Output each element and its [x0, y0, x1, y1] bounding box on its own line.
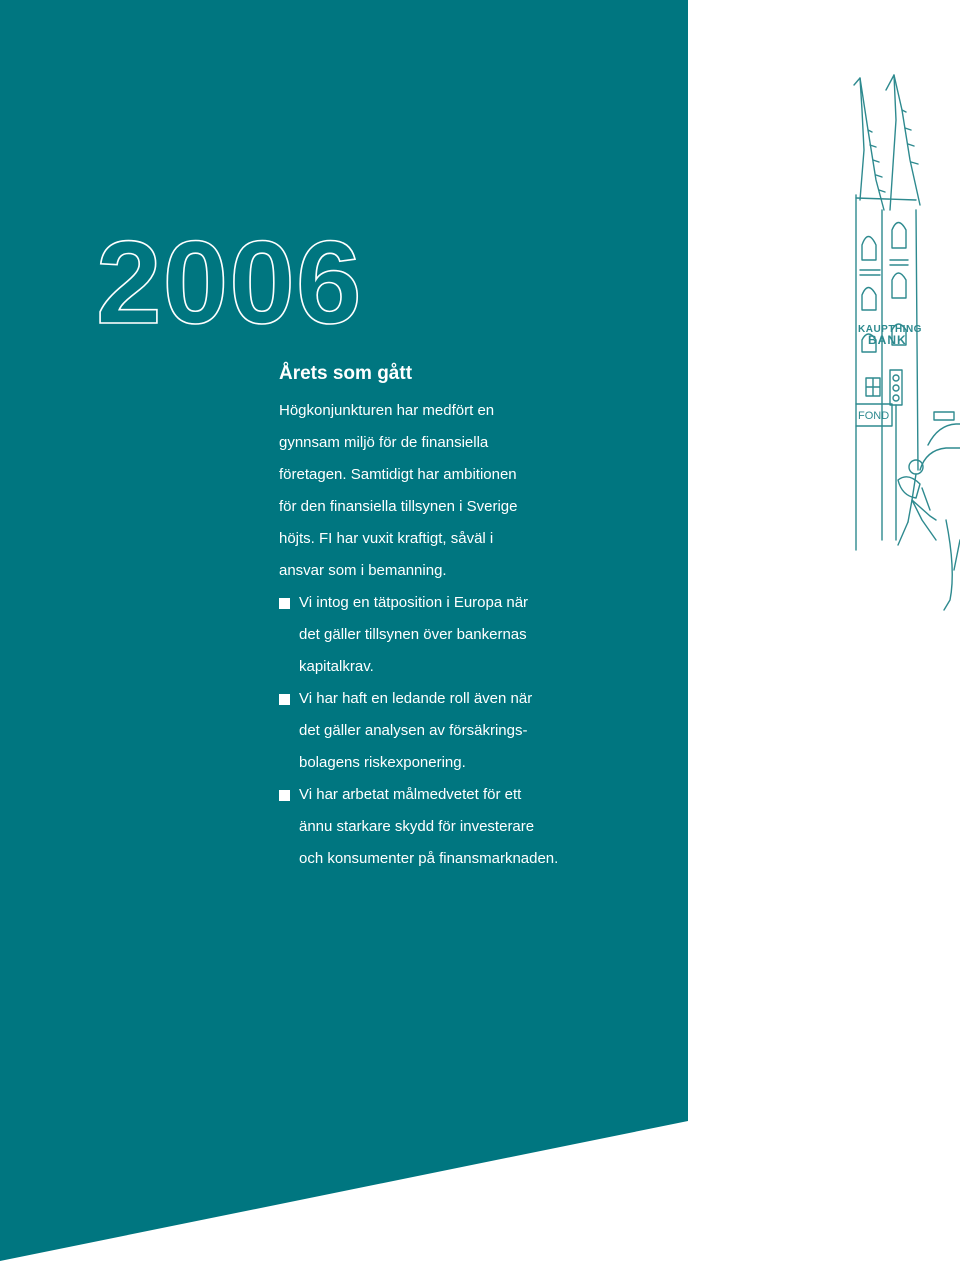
bullet-line: kapitalkrav.: [299, 657, 374, 675]
street-sketch-illustration: [846, 70, 960, 630]
bullet-line: Vi har haft en ledande roll även när: [299, 689, 533, 707]
intro-line: gynnsam miljö för de finansiella: [279, 433, 489, 451]
bullet-line: Vi intog en tätposition i Europa när: [299, 593, 529, 611]
bullet-list: [279, 587, 679, 875]
bullet-line: det gäller analysen av försäkrings-: [299, 721, 528, 739]
intro-line: höjts. FI har vuxit kraftigt, såväl i: [279, 529, 494, 547]
intro-paragraph: [279, 395, 679, 587]
bank-sign-bottom-text: BANK: [868, 333, 907, 347]
square-bullet-icon: [279, 694, 290, 705]
bullet-line: och konsumenter på finansmarknaden.: [299, 849, 559, 867]
intro-line: företagen. Samtidigt har ambitionen: [279, 465, 517, 483]
square-bullet-icon: [279, 598, 290, 609]
section-heading: Årets som gått: [279, 363, 413, 384]
bullet-item: [279, 683, 679, 779]
bank-sign-top-text: KAUPTHING: [858, 324, 922, 335]
fond-sign-text: FOND: [858, 410, 890, 422]
bullet-line: ännu starkare skydd för investerare: [299, 817, 535, 835]
intro-line: Högkonjunkturen har medfört en: [279, 401, 495, 419]
square-bullet-icon: [279, 790, 290, 801]
intro-line: för den finansiella tillsynen i Sverige: [279, 497, 518, 515]
bullet-line: det gäller tillsynen över bankernas: [299, 625, 527, 643]
year-heading: 2006: [96, 217, 363, 349]
intro-line: ansvar som i bemanning.: [279, 561, 447, 579]
bullet-line: Vi har arbetat målmedvetet för ett: [299, 785, 522, 803]
bullet-item: [279, 779, 679, 875]
bullet-item: [279, 587, 679, 683]
bullet-line: bolagens riskexponering.: [299, 753, 466, 771]
main-text-block: [279, 362, 679, 875]
